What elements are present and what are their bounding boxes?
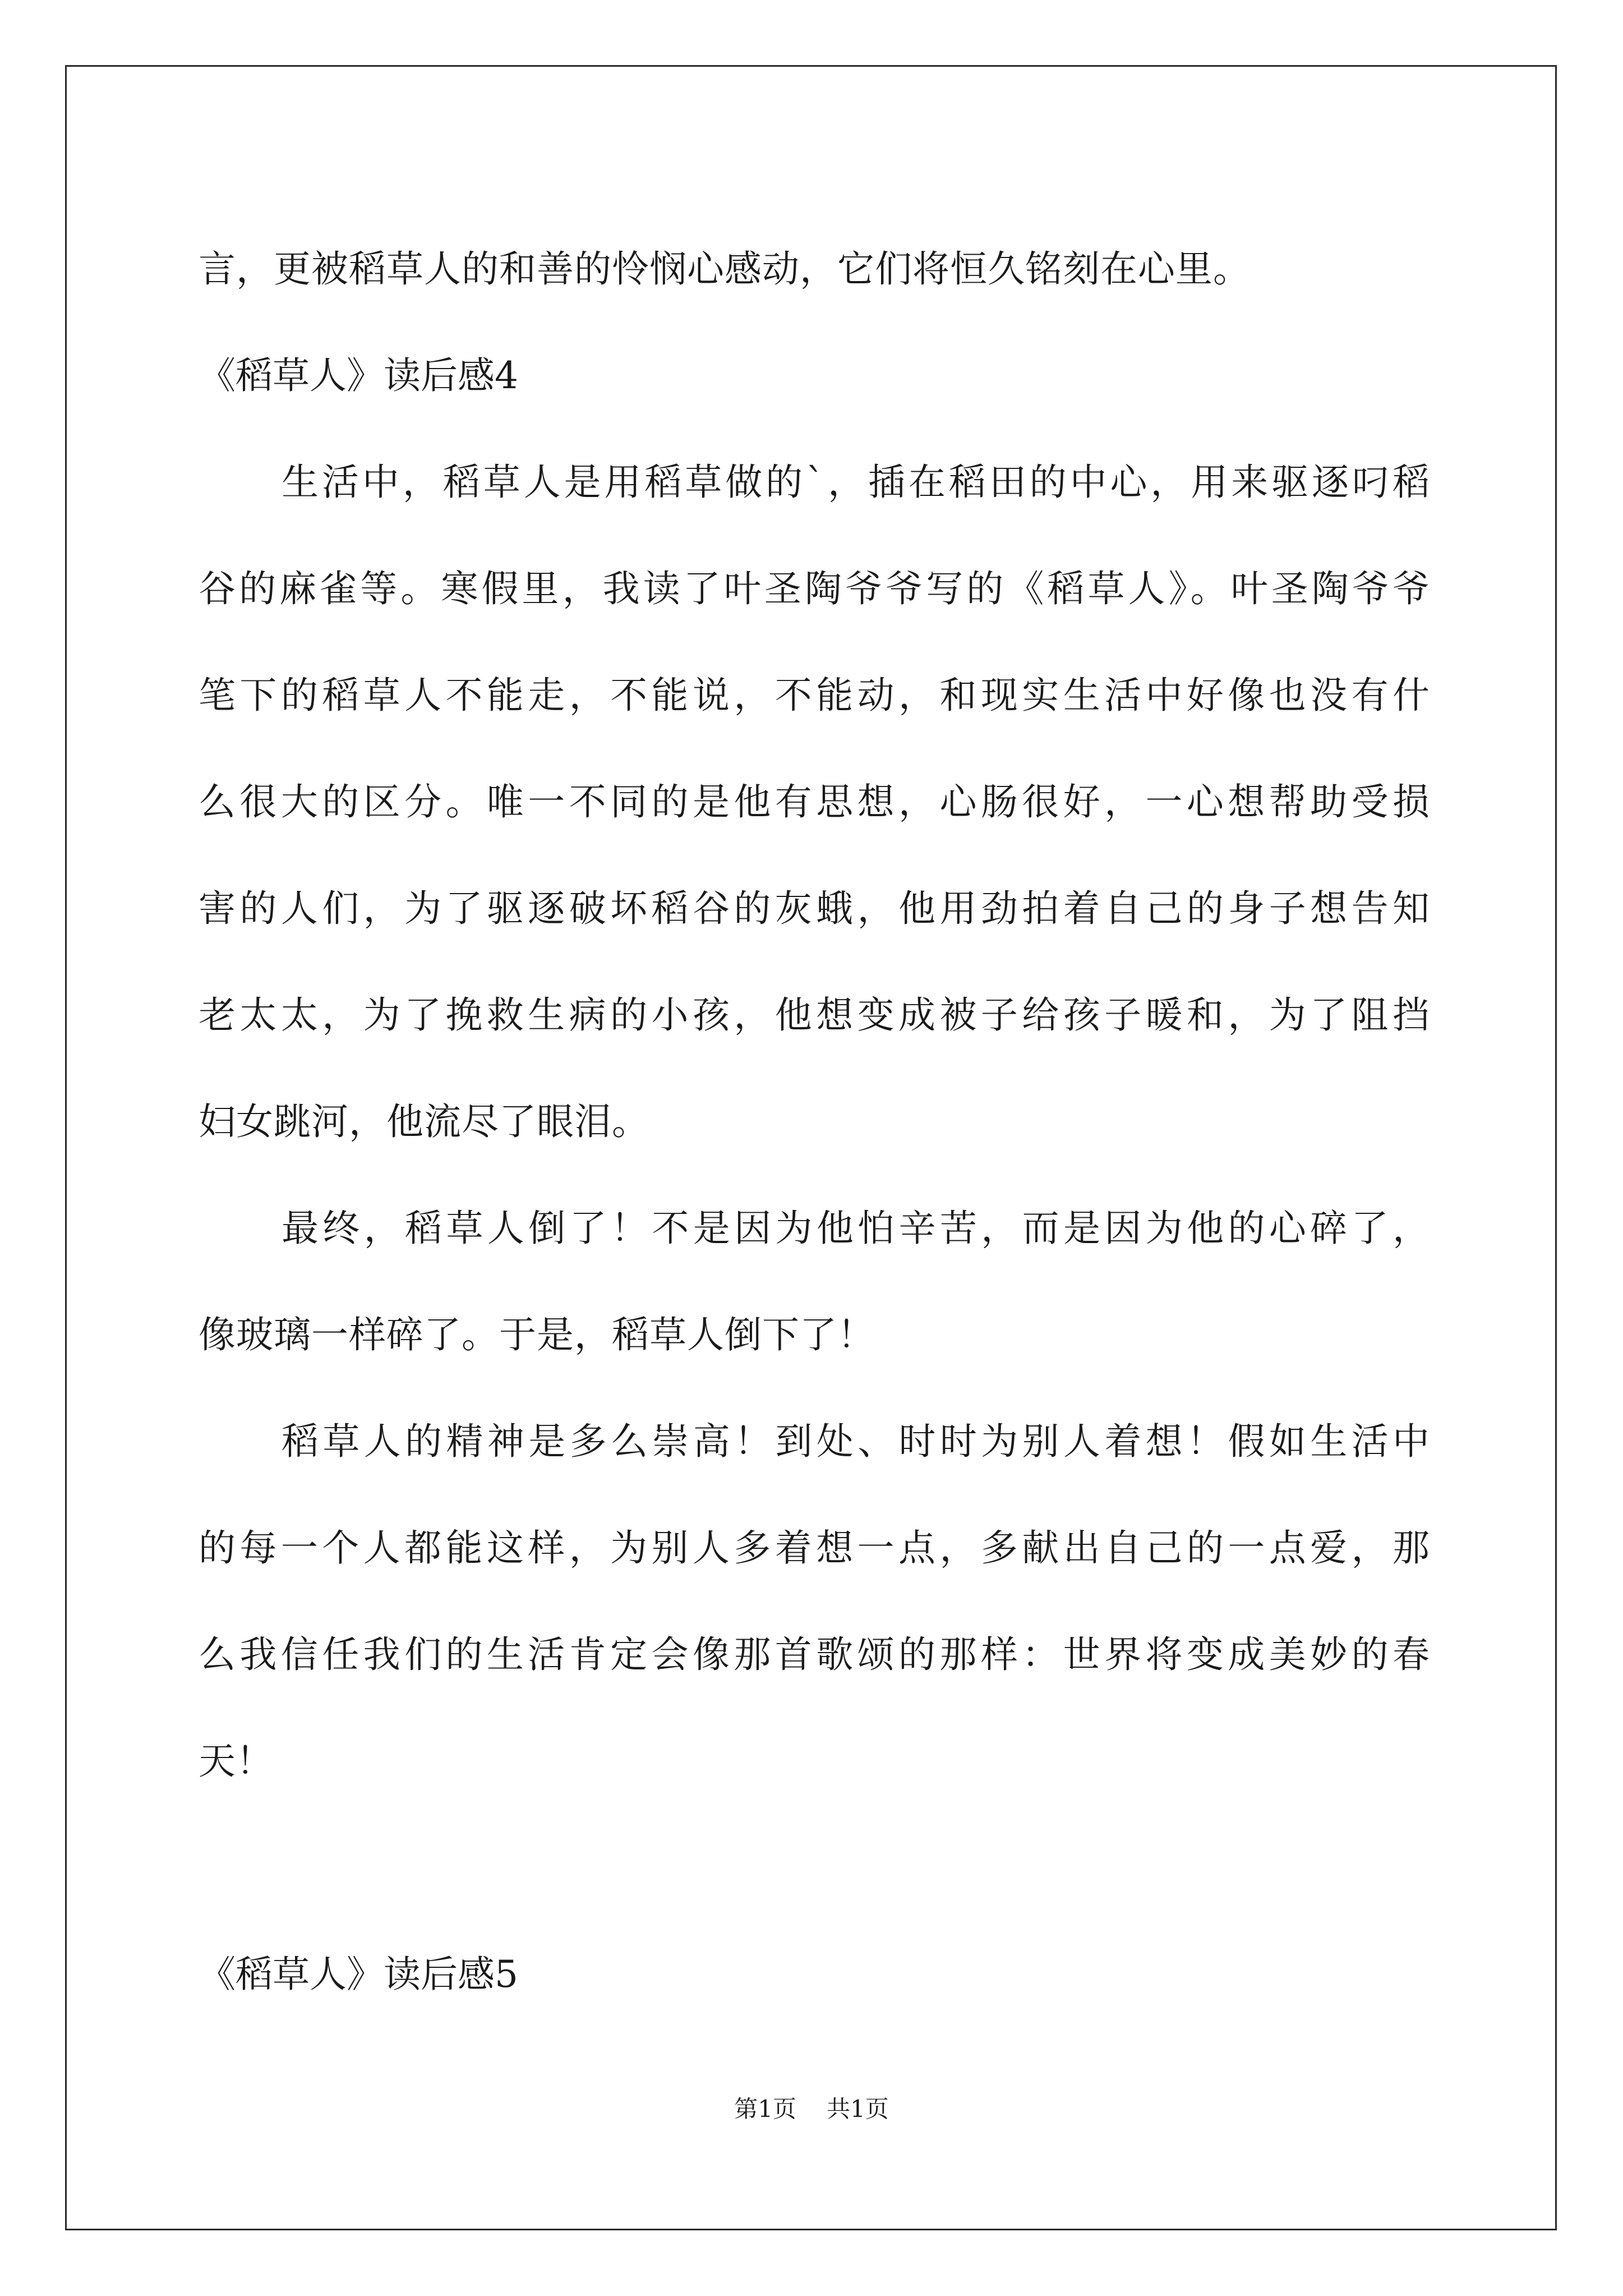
text-line: 么很大的区分。唯一不同的是他有思想，心肠很好，一心想帮助受损 (199, 780, 1430, 823)
text-line: 害的人们，为了驱逐破坏稻谷的灰蛾，他用劲拍着自己的身子想告知 (199, 887, 1430, 930)
text-line: 言，更被稻草人的和善的怜悯心感动，它们将恒久铭刻在心里。 (199, 247, 1251, 291)
page-number: 第1页 (734, 2095, 796, 2123)
blank-line (199, 1815, 1430, 1921)
text-line: 最终，稻草人倒了！不是因为他怕辛苦，而是因为他的心碎了， (282, 1207, 1430, 1250)
text-line: 的每一个人都能这样，为别人多着想一点，多献出自己的一点爱，那 (199, 1526, 1430, 1570)
page-total: 共1页 (827, 2095, 889, 2123)
document-body (199, 216, 1430, 2028)
text-line: 么我信任我们的生活肯定会像那首歌颂的那样：世界将变成美妙的春 (199, 1633, 1430, 1676)
text-line: 稻草人的精神是多么崇高！到处、时时为别人着想！假如生活中 (282, 1420, 1430, 1463)
text-line: 妇女跳河，他流尽了眼泪。 (199, 1100, 649, 1143)
text-line: 生活中，稻草人是用稻草做的`，插在稻田的中心，用来驱逐叼稻 (282, 461, 1430, 504)
text-line: 像玻璃一样碎了。于是，稻草人倒下了！ (199, 1313, 875, 1356)
text-line: 笔下的稻草人不能走，不能说，不能动，和现实生活中好像也没有什 (199, 674, 1430, 717)
section-heading: 《稻草人》读后感4 (199, 354, 518, 397)
text-line: 谷的麻雀等。寒假里，我读了叶圣陶爷爷写的《稻草人》。叶圣陶爷爷 (199, 567, 1430, 610)
section-heading: 《稻草人》读后感5 (199, 1953, 518, 1996)
text-line: 天！ (199, 1740, 274, 1783)
text-line: 老太太，为了挽救生病的小孩，他想变成被子给孩子暖和，为了阻挡 (199, 993, 1430, 1037)
page-footer (0, 2092, 1623, 2126)
